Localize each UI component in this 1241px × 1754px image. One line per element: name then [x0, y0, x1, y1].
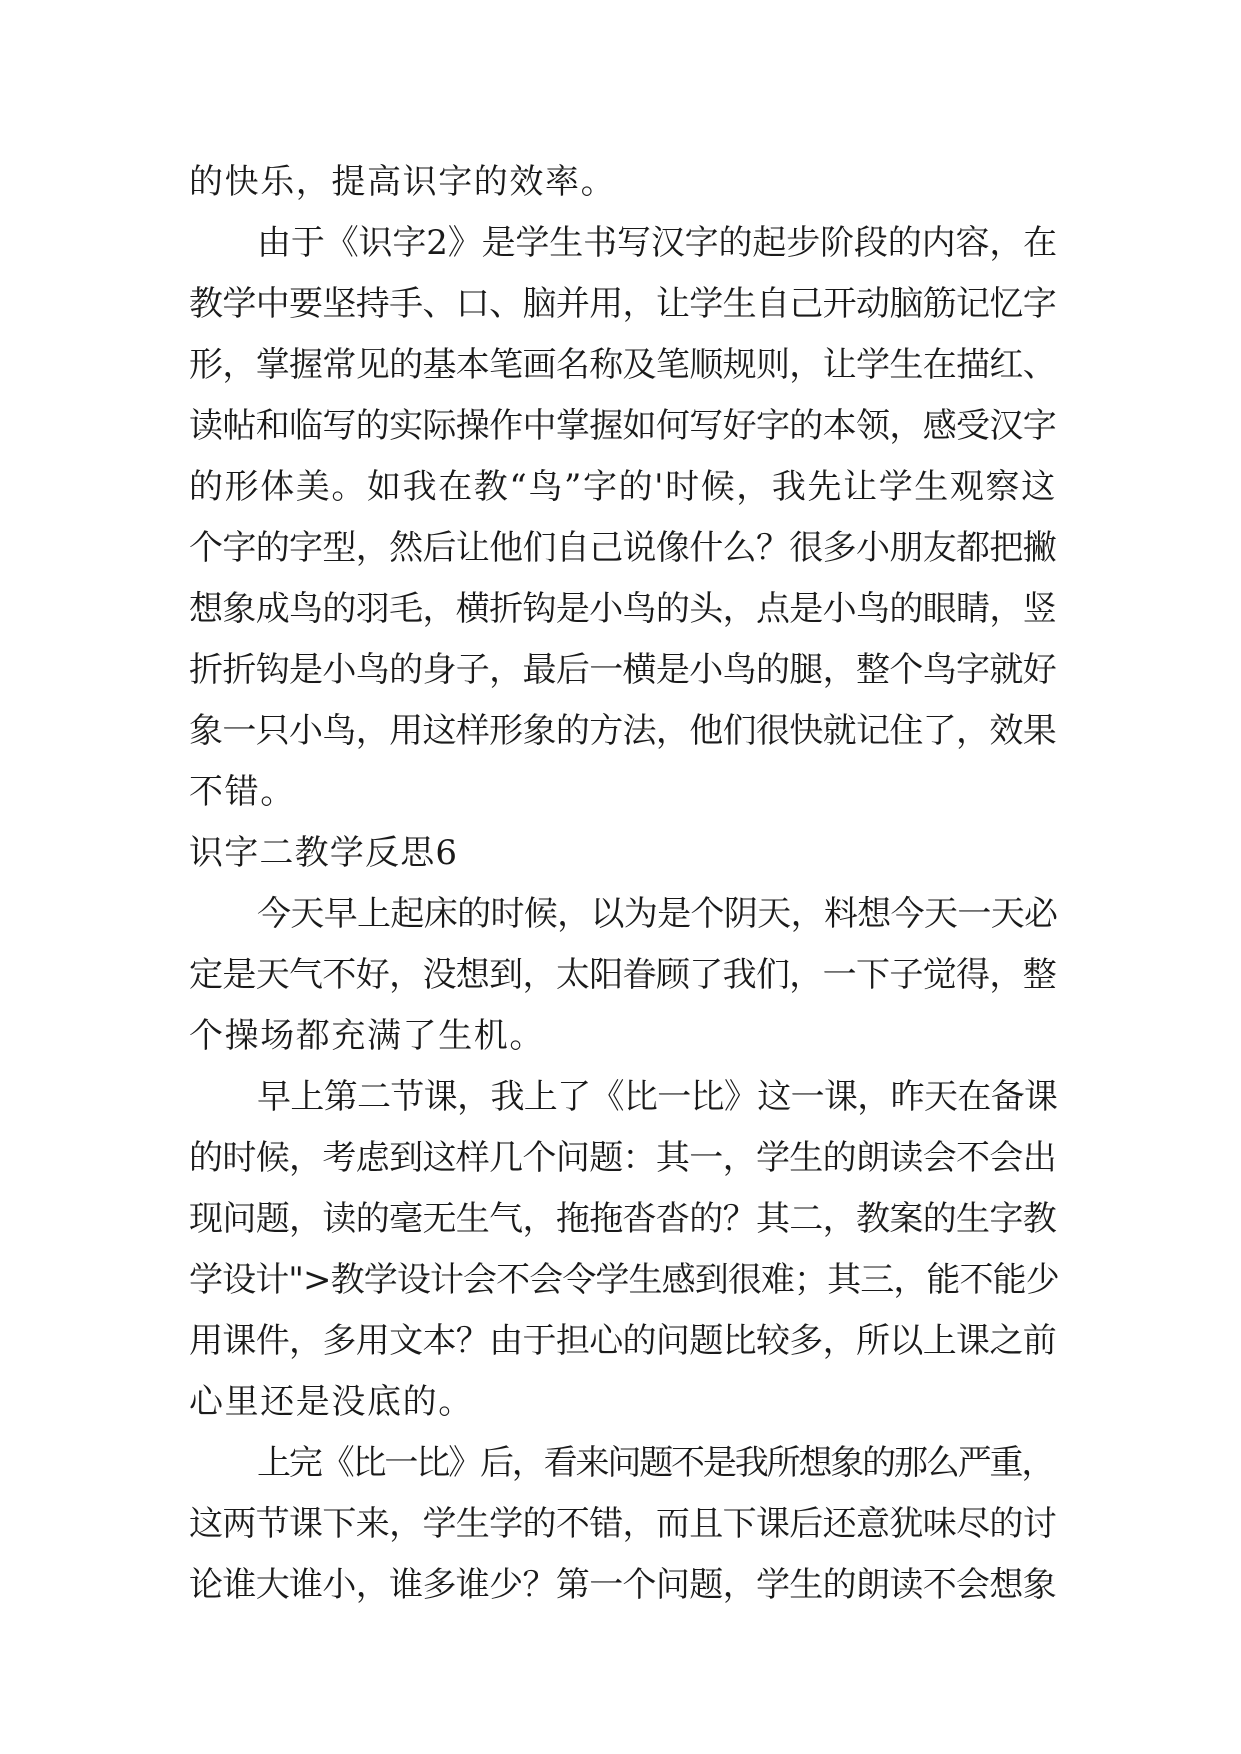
text-line: 形，掌握常见的基本笔画名称及笔顺规则，让学生在描红、: [189, 345, 1057, 385]
text-line: 的形体美。如我在教“鸟”字的'时候，我先让学生观察这: [189, 467, 1057, 507]
text-line: 不错。: [189, 772, 296, 812]
text-line: 学设计">教学设计会不会令学生感到很难；其三，能不能少: [189, 1260, 1059, 1300]
text-line: 个操场都充满了生机。: [189, 1016, 545, 1056]
text-line: 这两节课下来，学生学的不错，而且下课后还意犹味尽的讨: [189, 1504, 1057, 1544]
text-line: 想象成鸟的羽毛，横折钩是小鸟的头，点是小鸟的眼睛，竖: [189, 589, 1057, 629]
paragraph-start-line: 早上第二节课，我上了《比一比》这一课，昨天在备课: [257, 1077, 1058, 1117]
text-line: 个字的字型，然后让他们自己说像什么？很多小朋友都把撇: [189, 528, 1057, 568]
document-page: [189, 152, 1059, 1616]
paragraph-start-line: 由于《识字2》是学生书写汉字的起步阶段的内容，在: [257, 223, 1058, 263]
text-line: 读帖和临写的实际操作中掌握如何写好字的本领，感受汉字: [189, 406, 1057, 446]
paragraph-start-line: 上完《比一比》后，看来问题不是我所想象的那么严重，: [257, 1443, 1054, 1483]
text-line: 论谁大谁小，谁多谁少？第一个问题，学生的朗读不会想象: [189, 1565, 1057, 1605]
text-line: 的快乐，提高识字的效率。: [189, 162, 617, 202]
text-line: 心里还是没底的。: [189, 1382, 474, 1422]
text-line: 折折钩是小鸟的身子，最后一横是小鸟的腿，整个鸟字就好: [189, 650, 1057, 690]
text-line: 的时候，考虑到这样几个问题：其一，学生的朗读会不会出: [189, 1138, 1057, 1178]
text-line: 象一只小鸟，用这样形象的方法，他们很快就记住了，效果: [189, 711, 1057, 751]
text-line: 教学中要坚持手、口、脑并用，让学生自己开动脑筋记忆字: [189, 284, 1057, 324]
paragraph-start-line: 今天早上起床的时候，以为是个阴天，料想今天一天必: [257, 894, 1058, 934]
text-line: 用课件，多用文本？由于担心的问题比较多，所以上课之前: [189, 1321, 1057, 1361]
text-line: 定是天气不好，没想到，太阳眷顾了我们，一下子觉得，整: [189, 955, 1057, 995]
section-heading: 识字二教学反思6: [189, 833, 459, 873]
text-line: 现问题，读的毫无生气，拖拖沓沓的？其二，教案的生字教: [189, 1199, 1057, 1239]
